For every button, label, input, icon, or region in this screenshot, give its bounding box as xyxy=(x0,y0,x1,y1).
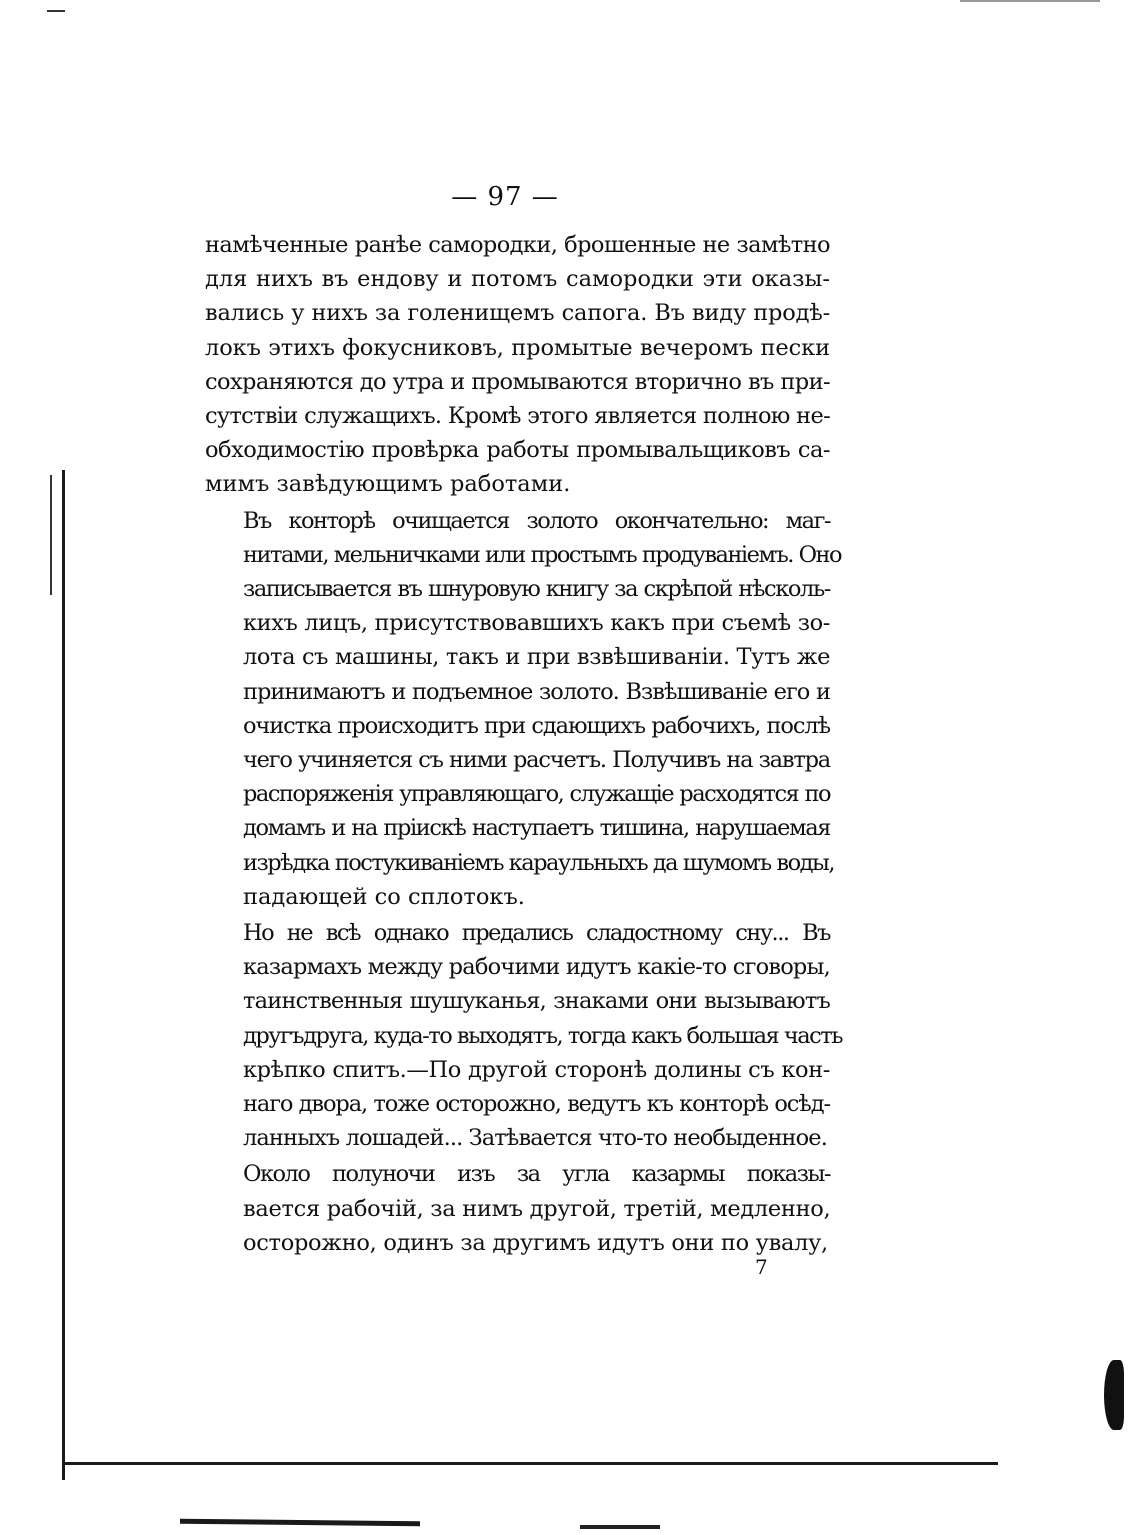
text-line: домамъ и на пріискѣ наступаетъ тишина, нарушаемая xyxy=(243,815,830,842)
body-text xyxy=(205,228,842,1260)
text-line: таинственныя шушуканья, знаками они вызываютъ xyxy=(243,988,830,1015)
text-line: сутствіи служащихъ. Кромѣ этого является полною не- xyxy=(205,403,830,430)
text-line: осторожно, одинъ за другимъ идутъ они по увалу, xyxy=(243,1229,828,1256)
text-line: вались у нихъ за голенищемъ сапога. Въ виду продѣ- xyxy=(205,300,830,327)
text-line: принимаютъ и подъемное золото. Взвѣшиваніе его и xyxy=(243,678,830,705)
paragraph xyxy=(205,916,842,1155)
text-line: казармахъ между рабочими идутъ какіе-то сговоры, xyxy=(243,954,830,981)
paragraph xyxy=(205,504,842,914)
scan-left-border xyxy=(62,470,65,1480)
scan-artifact-top-left xyxy=(47,10,65,12)
text-line: очистка происходитъ при сдающихъ рабочихъ, послѣ xyxy=(243,712,830,739)
text-line: лота съ машины, такъ и при взвѣшиваніи. Тутъ же xyxy=(243,644,830,671)
text-line: локъ этихъ фокусниковъ, промытые вечеромъ пески xyxy=(205,334,830,361)
text-line: для нихъ въ ендову и потомъ самородки эти оказы- xyxy=(205,266,830,293)
text-line: нитами, мельничками или простымъ продуваніемъ. Оно xyxy=(243,541,842,568)
text-line: записывается въ шнуровую книгу за скрѣпой нѣсколь- xyxy=(243,576,830,603)
page-number: — 97 — xyxy=(451,182,559,212)
text-line: чего учиняется съ ними расчетъ. Получивъ на завтра xyxy=(243,747,830,774)
scan-edge-blot xyxy=(1104,1360,1124,1430)
text-line: вается рабочій, за нимъ другой, третій, медленно, xyxy=(243,1195,831,1222)
text-line: обходимостію провѣрка работы промывальщиковъ са- xyxy=(205,437,830,464)
text-line: мимъ завѣдующимъ работами. xyxy=(205,471,571,498)
text-line: Въ конторѣ очищается золото окончательно: маг- xyxy=(243,507,830,534)
text-line: наго двора, тоже осторожно, ведутъ къ конторѣ осѣд- xyxy=(243,1091,830,1118)
text-line: распоряженія управляющаго, служащіе расходятся по xyxy=(243,781,830,808)
text-line: намѣченные ранѣе самородки, брошенные не замѣтно xyxy=(205,232,830,258)
text-line: ланныхъ лошадей... Затѣвается что-то необыденное. xyxy=(243,1125,827,1152)
paragraph xyxy=(205,1157,830,1260)
text-line: крѣпко спитъ.—По другой сторонѣ долины съ кон- xyxy=(243,1056,830,1083)
paragraph xyxy=(205,228,830,502)
text-line: Но не всѣ однако предались сладостному сну... Въ xyxy=(243,920,830,947)
scan-bottom-border xyxy=(62,1462,998,1465)
text-line: падающей со сплотокъ. xyxy=(243,883,525,910)
text-line: изрѣдка постукиваніемъ караульныхъ да шумомъ воды, xyxy=(243,849,835,876)
scan-left-border-fragment xyxy=(50,475,52,595)
printer-signature-mark: 7 xyxy=(755,1255,768,1279)
text-line: другъдруга, куда-то выходятъ, тогда какъ большая часть xyxy=(243,1022,842,1049)
scan-bottom-artifact-right xyxy=(580,1525,660,1529)
text-line: сохраняются до утра и промываются вторично въ при- xyxy=(205,368,830,395)
scan-bottom-artifact-left xyxy=(180,1519,420,1527)
text-line: кихъ лицъ, присутствовавшихъ какъ при съемѣ зо- xyxy=(243,610,830,637)
scan-artifact-top-right xyxy=(960,0,1100,2)
text-line: Около полуночи изъ за угла казармы показы- xyxy=(243,1161,830,1188)
